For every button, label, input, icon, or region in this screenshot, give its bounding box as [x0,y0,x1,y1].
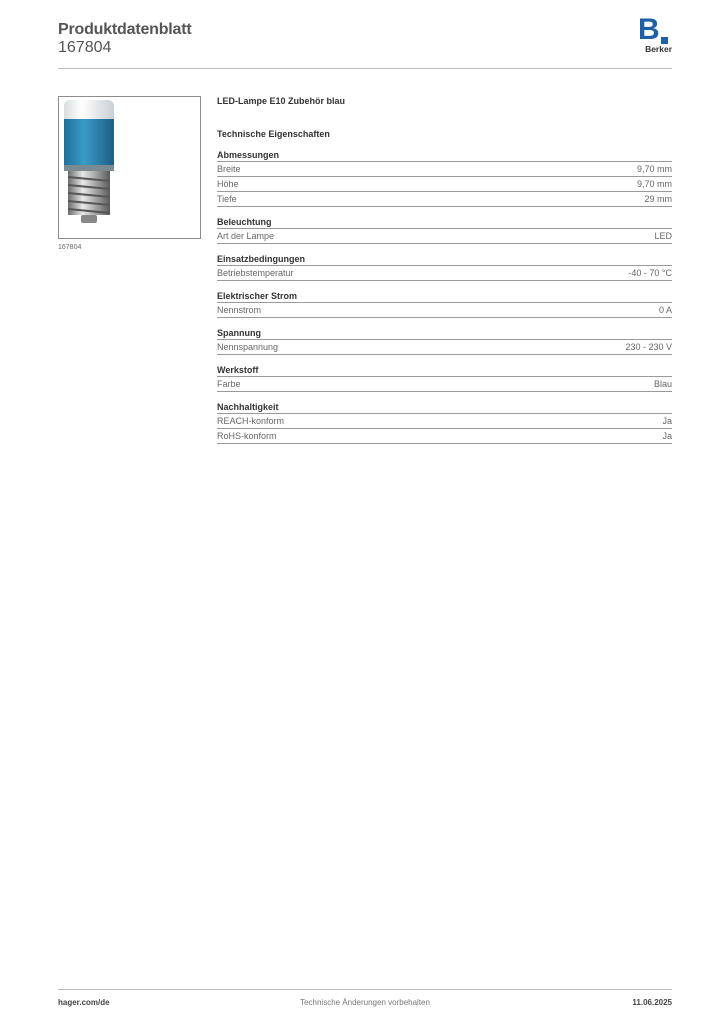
spec-value: 230 - 230 V [625,342,672,352]
spec-label: REACH-konform [217,416,285,426]
page-header [58,13,672,69]
spec-label: Farbe [217,379,241,389]
section-title: Technische Eigenschaften [217,129,330,139]
spec-label: Tiefe [217,194,237,204]
footer-note: Technische Änderungen vorbehalten [300,998,430,1007]
spec-groups [217,149,672,444]
spec-value: 9,70 mm [636,164,672,174]
footer-divider [58,989,672,990]
spec-group-title: Werkstoff [217,364,672,377]
spec-group [217,149,672,207]
spec-row [217,266,672,281]
spec-group [217,364,672,392]
led-lamp-illustration [59,97,200,238]
spec-group [217,216,672,244]
spec-label: Nennspannung [217,342,279,352]
spec-value: Ja [662,416,672,426]
spec-label: RoHS-konform [217,431,277,441]
product-image [58,96,201,239]
spec-value: 0 A [658,305,672,315]
spec-value: 9,70 mm [636,179,672,189]
spec-group-title: Beleuchtung [217,216,672,229]
spec-value: LED [654,231,672,241]
spec-group-title: Einsatzbedingungen [217,253,672,266]
spec-label: Nennstrom [217,305,262,315]
spec-group [217,327,672,355]
spec-group-title: Nachhaltigkeit [217,401,672,414]
spec-group [217,290,672,318]
document-number: 167804 [58,39,112,56]
berker-logo [638,15,672,53]
spec-row [217,340,672,355]
spec-group [217,253,672,281]
spec-row [217,377,672,392]
spec-value: Blau [653,379,672,389]
logo-letter: B [638,13,660,46]
spec-group-title: Elektrischer Strom [217,290,672,303]
spec-value: Ja [662,431,672,441]
spec-row [217,177,672,192]
spec-row [217,192,672,207]
logo-text: Berker [645,44,672,54]
header-divider [58,68,672,69]
product-name: LED-Lampe E10 Zubehör blau [217,96,346,106]
spec-row [217,303,672,318]
spec-label: Betriebstemperatur [217,268,294,278]
spec-row [217,414,672,429]
spec-label: Breite [217,164,241,174]
image-caption: 167804 [58,244,82,251]
spec-label: Höhe [217,179,239,189]
document-title: Produktdatenblatt [58,21,192,38]
spec-group [217,401,672,444]
spec-row [217,229,672,244]
logo-dot [661,37,668,44]
spec-label: Art der Lampe [217,231,275,241]
spec-value: 29 mm [644,194,672,204]
footer-website: hager.com/de [58,998,110,1007]
spec-row [217,429,672,444]
specifications [217,94,672,453]
spec-group-title: Spannung [217,327,672,340]
footer-date: 11.06.2025 [632,998,672,1007]
spec-row [217,162,672,177]
spec-value: -40 - 70 °C [628,268,672,278]
page-footer [58,998,672,1010]
spec-group-title: Abmessungen [217,149,672,162]
